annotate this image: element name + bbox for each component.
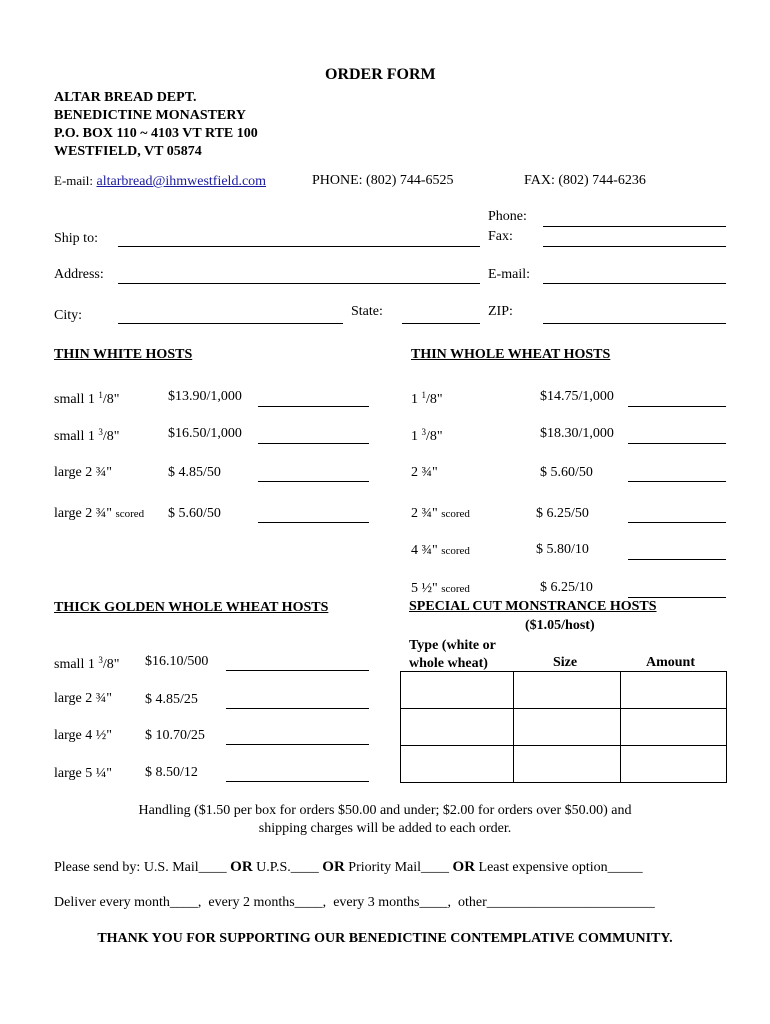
thin-wheat-qty-1[interactable]	[628, 406, 726, 407]
thick-golden-qty-3[interactable]	[226, 744, 369, 745]
monstrance-col-type: Type (white or whole wheat)	[409, 638, 496, 671]
thick-golden-heading: THICK GOLDEN WHOLE WHEAT HOSTS	[54, 600, 329, 615]
thick-golden-size-4: large 5 ¼"	[54, 766, 112, 781]
thin-wheat-price-1: $14.75/1,000	[540, 389, 614, 404]
thin-white-price-3: $ 4.85/50	[168, 465, 221, 480]
thick-golden-qty-2[interactable]	[226, 708, 369, 709]
thin-wheat-size-5: 4 ¾" scored	[411, 543, 470, 558]
state-field[interactable]	[402, 323, 480, 324]
thin-white-price-4: $ 5.60/50	[168, 506, 221, 521]
monstrance-price: ($1.05/host)	[525, 618, 595, 633]
thin-white-price-1: $13.90/1,000	[168, 389, 242, 404]
thin-wheat-qty-6[interactable]	[628, 597, 726, 598]
address-label: Address:	[54, 267, 104, 282]
handling-line-2: shipping charges will be added to each order.	[258, 821, 512, 836]
address-field[interactable]	[118, 283, 480, 284]
thin-wheat-qty-5[interactable]	[628, 559, 726, 560]
thick-golden-price-1: $16.10/500	[145, 654, 209, 669]
page-title: ORDER FORM	[325, 66, 436, 83]
thin-white-price-2: $16.50/1,000	[168, 426, 242, 441]
monstrance-row	[401, 672, 727, 709]
ship-phone-label: Phone:	[488, 209, 527, 224]
zip-label: ZIP:	[488, 304, 513, 319]
amount-cell[interactable]	[621, 709, 727, 746]
type-cell[interactable]	[401, 709, 514, 746]
thin-wheat-size-6: 5 ½" scored	[411, 581, 470, 596]
thin-white-qty-1[interactable]	[258, 406, 369, 407]
thin-white-size-3: large 2 ¾"	[54, 465, 112, 480]
address-line-2: BENEDICTINE MONASTERY	[54, 108, 247, 123]
size-cell[interactable]	[514, 746, 621, 783]
thin-wheat-price-2: $18.30/1,000	[540, 426, 614, 441]
ship-email-field[interactable]	[543, 283, 726, 284]
amount-cell[interactable]	[621, 746, 727, 783]
ship-to-field[interactable]	[118, 246, 480, 247]
thin-white-size-2: small 1 $^3$/8"	[54, 427, 120, 444]
address-line-1: ALTAR BREAD DEPT.	[54, 90, 197, 105]
thin-white-heading: THIN WHITE HOSTS	[54, 347, 193, 362]
thin-wheat-price-6: $ 6.25/10	[540, 580, 593, 595]
thin-white-qty-4[interactable]	[258, 522, 369, 523]
amount-cell[interactable]	[621, 672, 727, 709]
thin-white-size-1: small 1 $^1$/8"	[54, 390, 120, 407]
monstrance-col-amount: Amount	[646, 655, 696, 670]
monstrance-col-size: Size	[553, 655, 578, 670]
thin-wheat-qty-3[interactable]	[628, 481, 726, 482]
type-cell[interactable]	[401, 672, 514, 709]
ship-to-label: Ship to:	[54, 231, 98, 246]
monstrance-row	[401, 709, 727, 746]
thin-wheat-qty-4[interactable]	[628, 522, 726, 523]
zip-field[interactable]	[543, 323, 726, 324]
monstrance-heading: SPECIAL CUT MONSTRANCE HOSTS	[409, 599, 657, 614]
city-label: City:	[54, 308, 83, 323]
monstrance-row	[401, 746, 727, 783]
email-label: E-mail: altarbread@ihmwestfield.com	[54, 173, 267, 189]
ship-phone-field[interactable]	[543, 226, 726, 227]
email-link[interactable]: altarbread@ihmwestfield.com	[96, 174, 267, 189]
size-cell[interactable]	[514, 672, 621, 709]
thin-wheat-size-3: 2 ¾"	[411, 465, 438, 480]
thin-wheat-size-2: 1 $^3$/8"	[411, 427, 443, 444]
state-label: State:	[351, 304, 383, 319]
handling-line-1: Handling ($1.50 per box for orders $50.00 and under; $2.00 for orders over $50.00) and	[138, 803, 632, 818]
thick-golden-price-2: $ 4.85/25	[145, 692, 198, 707]
address-line-4: WESTFIELD, VT 05874	[54, 144, 202, 159]
thin-wheat-size-4: 2 ¾" scored	[411, 506, 470, 521]
size-cell[interactable]	[514, 709, 621, 746]
thin-white-qty-3[interactable]	[258, 481, 369, 482]
thick-golden-size-1: small 1 $^3$/8"	[54, 655, 120, 672]
thin-white-qty-2[interactable]	[258, 443, 369, 444]
thick-golden-price-4: $ 8.50/12	[145, 765, 198, 780]
thin-wheat-price-3: $ 5.60/50	[540, 465, 593, 480]
thick-golden-qty-4[interactable]	[226, 781, 369, 782]
send-by-line: Please send by: U.S. Mail____ OR U.P.S.____ OR Priority Mail____ OR Least expensive option_____	[54, 859, 643, 875]
type-cell[interactable]	[401, 746, 514, 783]
thin-wheat-heading: THIN WHOLE WHEAT HOSTS	[411, 347, 611, 362]
ship-fax-field[interactable]	[543, 246, 726, 247]
thick-golden-size-3: large 4 ½"	[54, 728, 112, 743]
ship-fax-label: Fax:	[488, 229, 513, 244]
thin-wheat-price-4: $ 6.25/50	[536, 506, 589, 521]
ship-email-label: E-mail:	[488, 267, 530, 282]
deliver-line: Deliver every month____, every 2 months____, every 3 months____, other________________________	[54, 895, 655, 910]
thin-wheat-size-1: 1 $^1$/8"	[411, 390, 443, 407]
thin-wheat-price-5: $ 5.80/10	[536, 542, 589, 557]
thin-white-size-4: large 2 ¾" scored	[54, 506, 145, 521]
city-field[interactable]	[118, 323, 343, 324]
phone-text: PHONE: (802) 744-6525	[312, 173, 454, 188]
monstrance-order-table	[400, 671, 727, 783]
thick-golden-size-2: large 2 ¾"	[54, 691, 112, 706]
thank-you-footer: THANK YOU FOR SUPPORTING OUR BENEDICTINE CONTEMPLATIVE COMMUNITY.	[97, 931, 673, 946]
thick-golden-price-3: $ 10.70/25	[145, 728, 205, 743]
address-line-3: P.O. BOX 110 ~ 4103 VT RTE 100	[54, 126, 258, 141]
fax-text: FAX: (802) 744-6236	[524, 173, 646, 188]
thick-golden-qty-1[interactable]	[226, 670, 369, 671]
thin-wheat-qty-2[interactable]	[628, 443, 726, 444]
